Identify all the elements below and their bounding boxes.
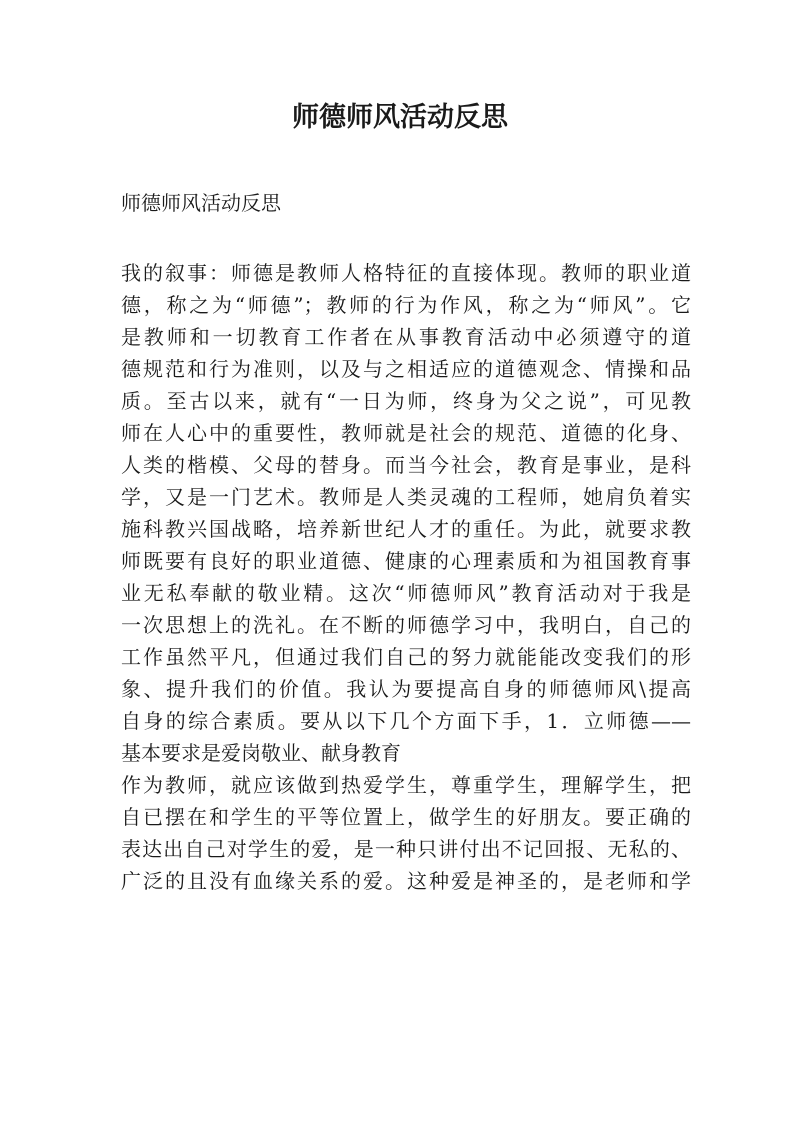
body-line: 一次思想上的洗礼。在不断的师德学习中，我明白，自己的 xyxy=(121,613,691,637)
body-line: 我的叙事：师德是教师人格特征的直接体现。教师的职业道 xyxy=(121,261,691,285)
body-line: 广泛的且没有血缘关系的爱。这种爱是神圣的，是老师和学 xyxy=(121,869,691,893)
body-line: 德，称之为“师德”；教师的行为作风，称之为“师风”。它 xyxy=(121,293,691,317)
body-line: 师在人心中的重要性，教师就是社会的规范、道德的化身、 xyxy=(121,421,691,445)
body-line: 是教师和一切教育工作者在从事教育活动中必须遵守的道 xyxy=(121,325,691,349)
body-line: 师既要有良好的职业道德、健康的心理素质和为祖国教育事 xyxy=(121,549,691,573)
body-line: 质。至古以来，就有“一日为师，终身为父之说”，可见教 xyxy=(121,389,691,413)
body-line: 基本要求是爱岗敬业、献身教育 xyxy=(121,741,401,765)
body-line: 人类的楷模、父母的替身。而当今社会，教育是事业，是科 xyxy=(121,453,691,477)
body-line: 自身的综合素质。要从以下几个方面下手，1．立师德—— xyxy=(121,709,691,733)
body-line: 学，又是一门艺术。教师是人类灵魂的工程师，她肩负着实 xyxy=(121,485,691,509)
document-title: 师德师风活动反思 xyxy=(292,102,508,133)
body-line: 施科教兴国战略，培养新世纪人才的重任。为此，就要求教 xyxy=(121,517,691,541)
document-body xyxy=(121,257,691,897)
body-line: 表达出自己对学生的爱，是一种只讲付出不记回报、无私的、 xyxy=(121,837,691,861)
body-line: 德规范和行为准则，以及与之相适应的道德观念、情操和品 xyxy=(121,357,691,381)
body-line: 工作虽然平凡，但通过我们自己的努力就能能改变我们的形 xyxy=(121,645,691,669)
body-line: 业无私奉献的敬业精。这次“师德师风”教育活动对于我是 xyxy=(121,581,691,605)
body-line: 象、提升我们的价值。我认为要提高自身的师德师风\提高 xyxy=(121,677,691,701)
body-line: 自已摆在和学生的平等位置上，做学生的好朋友。要正确的 xyxy=(121,805,691,829)
body-line: 作为教师，就应该做到热爱学生，尊重学生，理解学生，把 xyxy=(121,773,691,797)
document-subtitle: 师德师风活动反思 xyxy=(121,191,281,215)
